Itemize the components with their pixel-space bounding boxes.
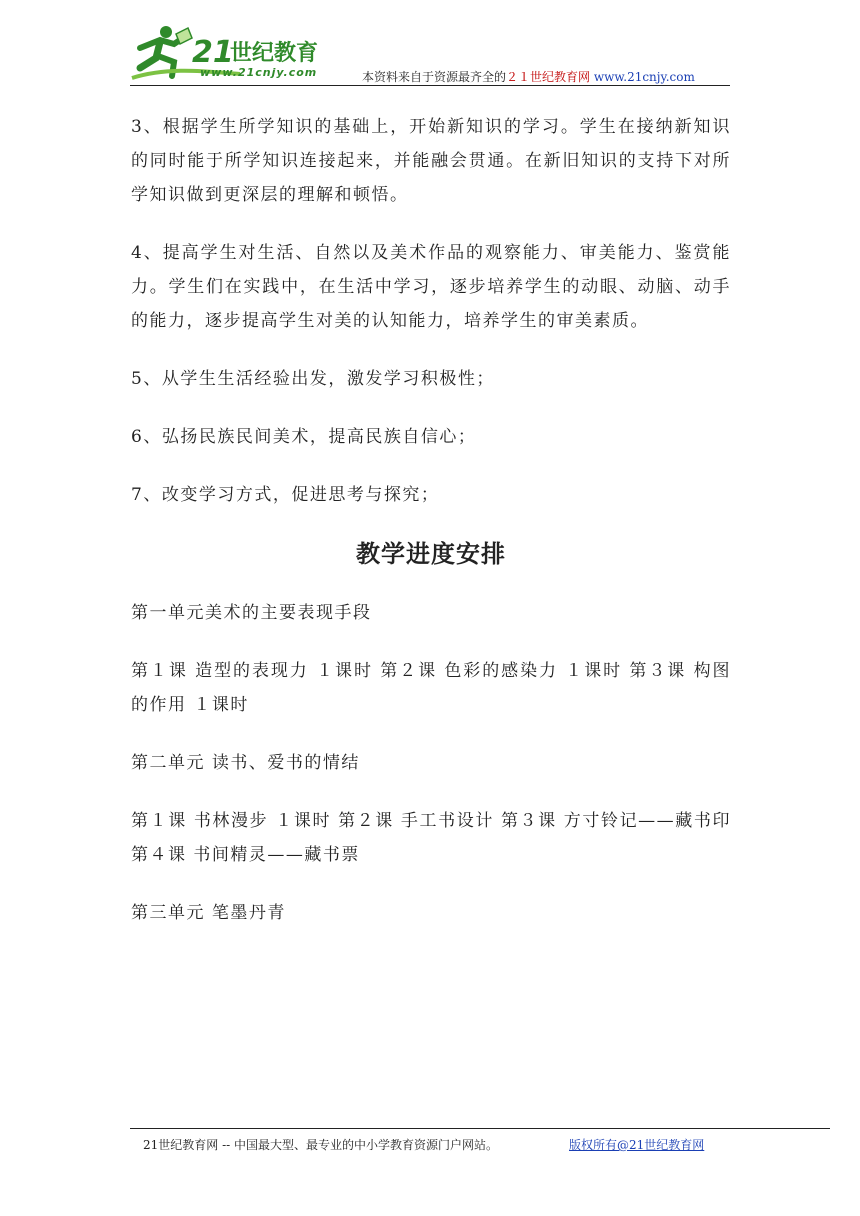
header-note-prefix: 本资料来自于资源最齐全的 (362, 70, 507, 84)
unit-1-heading: 第一单元美术的主要表现手段 (131, 603, 372, 623)
document-body (131, 110, 731, 930)
header-url-link[interactable]: www.21cnjy.com (593, 70, 695, 84)
footer-tagline: 21世纪教育网 -- 中国最大型、最专业的中小学教育资源门户网站。 (143, 1138, 499, 1152)
svg-text:www.21cnjy.com: www.21cnjy.com (200, 66, 318, 79)
footer-copyright-link[interactable]: 版权所有@21世纪教育网 (569, 1138, 705, 1152)
section-title: 教学进度安排 (356, 540, 506, 568)
page-header (130, 22, 730, 86)
header-source-note (362, 68, 695, 85)
footer-divider (130, 1128, 830, 1129)
header-divider (130, 85, 730, 86)
paragraph-7: 7、改变学习方式，促进思考与探究； (131, 485, 440, 505)
unit-1-lessons: 第１课 造型的表现力 １课时 第２课 色彩的感染力 １课时 第３课 构图的作用 １课时 (131, 661, 731, 715)
paragraph-3: 3、根据学生所学知识的基础上，开始新知识的学习。学生在接纳新知识的同时能于所学知识连接起来，并能融会贯通。在新旧知识的支持下对所学知识做到更深层的理解和顿悟。 (131, 117, 731, 205)
unit-2-heading: 第二单元 读书、爱书的情结 (131, 753, 360, 773)
header-site-link[interactable]: ２１世纪教育网 (506, 70, 591, 84)
site-logo[interactable] (130, 22, 360, 84)
page-footer (143, 1136, 705, 1153)
paragraph-6: 6、弘扬民族民间美术，提高民族自信心； (131, 427, 477, 447)
paragraph-4: 4、提高学生对生活、自然以及美术作品的观察能力、审美能力、鉴赏能力。学生们在实践中，在生活中学习，逐步培养学生的动眼、动脑、动手的能力，逐步提高学生对美的认知能力，培养学生的审美素质。 (131, 243, 731, 331)
runner-logo-icon (130, 22, 360, 84)
paragraph-5: 5、从学生生活经验出发，激发学习积极性； (131, 369, 495, 389)
unit-2-lessons: 第１课 书林漫步 １课时 第２课 手工书设计 第３课 方寸铃记——藏书印 第４课 书间精灵——藏书票 (131, 811, 731, 865)
unit-3-heading: 第三单元 笔墨丹青 (131, 903, 286, 923)
svg-text:21: 21 (192, 35, 234, 70)
svg-text:世纪教育: 世纪教育 (230, 41, 319, 66)
